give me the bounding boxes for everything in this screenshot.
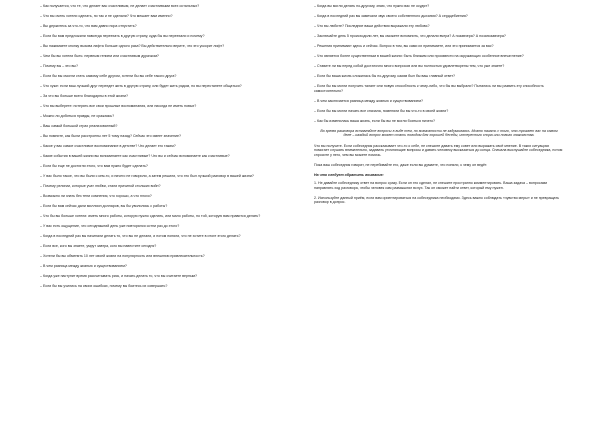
question-item: – В чем разница между жизнью и существованием? <box>40 264 127 268</box>
question-item: – Когда вы могли делать по-другому, знаю, что нужно вас не осудят? <box>314 4 430 8</box>
question-item: – Почему религии, которые учат любви, стали причиной стольких войн? <box>40 184 161 188</box>
question-item: – Какие события в вашей жизни вы вспоминаете как счастливые? Что вы и сейчас вспоминаете как счастливые? <box>40 154 230 158</box>
tail-paragraph: 1. Не давайте собеседнику ответ на вопрос сразу. Если он это сделал, не спешите пространно комментировать. Ваша задача – вопросами направлять ход разговора, чтобы человек сам размышлял вслух. Так он сможет найти ответ, который ему нужен. <box>314 181 548 190</box>
question-item: – Если бы вам предложили навсегда переехать в другую страну, куда бы вы переехали и почему? <box>40 34 205 38</box>
question-item: – Что вы очень хотели сделать, но так и не сделали? Что мешает вам именно? <box>40 14 173 18</box>
question-item: – Как бы изменилась ваша жизнь, если бы вы не могли бояться ничего? <box>314 118 436 123</box>
body-paragraph: Что вы получите. Если собеседник рассказывает что-то о себе, не спешите давать ему совет или выражать своё мнение. В таких ситуациях помогает слушать внимательно, задавать уточняющие вопросы и давать человеку высказаться до конца. Сначала выслушайте собеседника, потом спросите у него, чем вы можете помочь. <box>314 143 563 157</box>
question-item: – У вас было такое, что вы были с кем-то, и ничего не говорили, а затем решили, что это был лучший разговор в вашей жизни? <box>40 174 254 178</box>
question-item: – Что бы вы больше хотели: иметь много работы, которую нужно сделать, или мало работы, но той, которую вам нравится делать? <box>40 214 261 218</box>
question-item: – Если бы еще не достигли этого, что вам нужно будет сделать? <box>40 164 148 168</box>
body-paragraphs <box>314 144 564 168</box>
question-item: – Если бы вы могли начать все сначала, поменяли бы вы что-то в своей жизни? <box>314 108 449 113</box>
question-item: – Как получается, что те, что делает вас счастливым, не делает счастливыми всех остальных? <box>40 4 200 8</box>
question-item: – Если бы вы учились на своих ошибках, почему вы боитесь их совершать? <box>40 284 168 288</box>
tail-paragraphs <box>314 181 564 205</box>
question-item: – Хотели бы вы обменять 10 лет своей жизни на популярность или внешнюю привлекательность? <box>40 254 205 258</box>
question-item: – Заключайте день 5 происходили лет, вы сможете вспомнить, что делали вчера? А позавчера? А позапозавчера? <box>314 34 506 38</box>
italic-note: Во время разговора вставляйте вопросы в виде тем, по возможности не задумываясь. Можно начать с того, что трогает вас на самом деле – каждый вопрос может стать поводом для хорошей беседы, интересного спора или нового знакомства. <box>320 128 558 137</box>
question-item: – Почему вы – это вы? <box>40 64 79 68</box>
question-item: – Что вы выберете: потерять все свои прошлые воспоминания, или никогда не иметь новых? <box>40 104 197 108</box>
question-item: – У вас есть ощущение, что сегодняшний день уже повторялся сотни раз до этого? <box>40 224 180 228</box>
question-item: – Что хуже: если ваш лучший друг переедет жить в другую страну, или будет жить рядом, но вы перестанете общаться? <box>40 84 242 88</box>
right-column <box>314 4 564 210</box>
bold-heading: На что следует обратить внимание: <box>314 172 384 177</box>
question-item: – Какое у вас самое счастливое воспоминание в детстве? Что делает его таким? <box>40 144 176 148</box>
question-item: – Вы нажимаете кнопку вызова лифта больше одного раза? Вы действительно верите, что это ускорит лифт? <box>40 44 225 48</box>
question-item: – Если бы ваша жизнь сложилась бы по-другому, каким был бы ваш главный ответ? <box>314 74 456 78</box>
right-questions <box>314 4 564 123</box>
question-item: – Решения принимают здесь и сейчас. Вопрос в том, вы сами их принимаете, или это принимается за вас? <box>314 44 494 48</box>
question-item: – Ставите ли вы перед собой достаточно много вопросов или вы полностью удовлетворены тем, что уже знаете? <box>314 64 505 68</box>
question-item: – Когда в последний раз вы замечали звук своего собственного дыхания? А сердцебиения? <box>314 14 468 18</box>
question-item: – За что вы больше всего благодарны в этой жизни? <box>40 94 128 98</box>
question-item: – Что является более существенным в вашей жизни: быть близким или произвести на окружающих особенное впечатление? <box>314 54 524 58</box>
question-item: – Когда в последний раз вы начинали делать то, что вы не делали, и потом поняли, что не хотите в итоге этого делать? <box>40 234 241 238</box>
tail-paragraph: 2. Используйте данный приём, если вам ориентироваться на собеседника необходимо. Здесь важно соблюдать «чувство меры» и не превращать разговор в допрос. <box>314 195 559 204</box>
question-item: – Возможно ли знать без тени сомнения, что хорошо, а что плохо? <box>40 194 152 198</box>
body-paragraph: Пока ваш собеседник говорит, не перебивайте его, даже если вы думаете, что поняли, к чему он ведёт. <box>314 162 488 167</box>
left-column <box>40 4 266 294</box>
question-item: – Если все, кого вы знаете, умрут завтра, кого вы навестите сегодня? <box>40 244 157 248</box>
question-item: – Когда уже наступит время рассчитывать риск, и начать делать то, что вы считаете верным? <box>40 274 198 278</box>
question-item: – Что вы любите? Последние ваши действия выражали эту любовь? <box>314 24 430 28</box>
question-item: – Если бы вы смогли стать самому себе другом, хотели бы вы себе такого друга? <box>40 74 177 78</box>
question-item: – Вы держитесь за что-то, что вам давно пора отпустить? <box>40 24 137 28</box>
question-item: – Вы помните, как были расстроены лет 5 тому назад? Сейчас это имеет значение? <box>40 134 181 138</box>
question-item: – В чем заключается разница между жизнью и существованием? <box>314 98 423 103</box>
question-item: – Можно ли добиться правды, не сражаясь? <box>40 114 115 118</box>
question-item: – Если бы вы могли получить талант или новую способность к чему-либо, что бы вы выбрали? Пытались ли вы развить эту способность самостоятельно? <box>314 84 544 93</box>
question-item: – Чем бы вы хотели быть: нервным гением или счастливым дурачком? <box>40 54 159 58</box>
question-item: – Ваш самый большой страх реализованный? <box>40 124 118 128</box>
question-item: – Если бы вам сейчас дали миллион долларов, вы бы уволились с работы? <box>40 204 168 208</box>
